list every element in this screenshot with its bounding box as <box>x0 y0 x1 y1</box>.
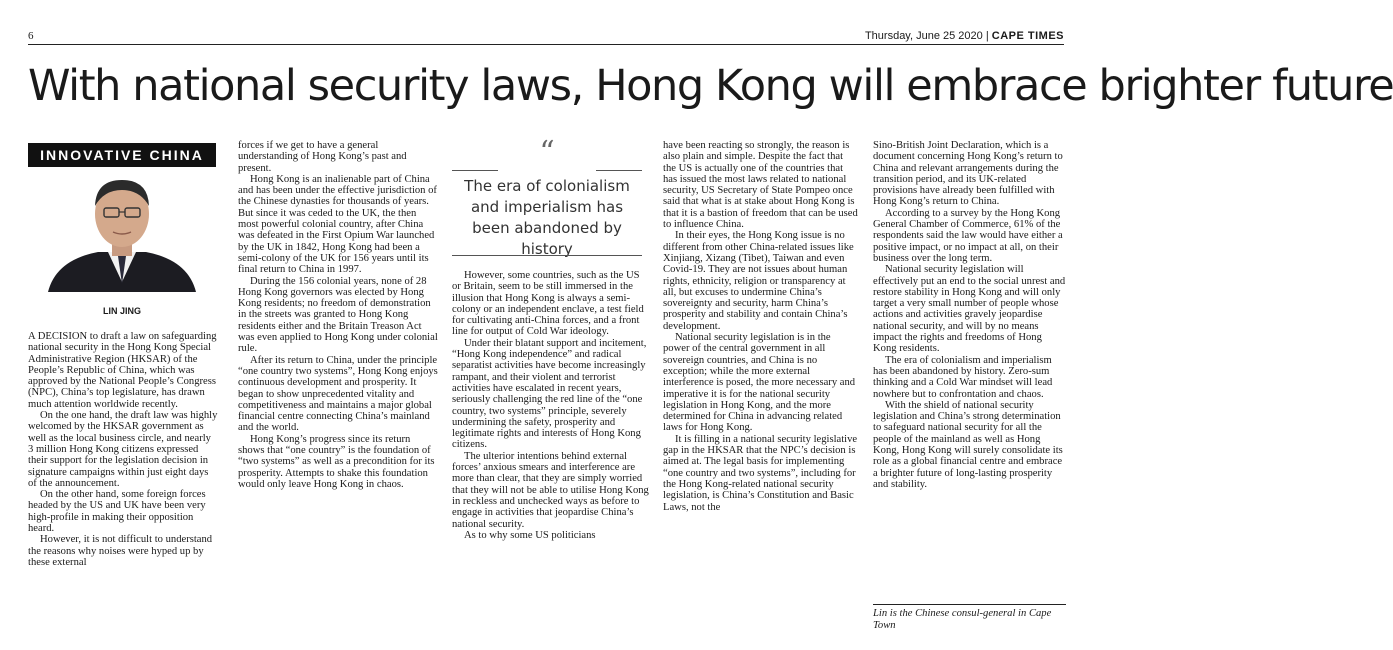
pull-quote-rule-left <box>452 170 498 171</box>
paragraph: It is filling in a national security legislative gap in the HKSAR that the NPC’s decision is aimed at. The legal basis for implementing “one country and two systems”, including for the Hong Kong-related national security legislation, is China’s Constitution and Basic Laws, not the <box>663 433 858 513</box>
paragraph: Under their blatant support and incitement, “Hong Kong independence” and radical separatist activities have become increasingly rampant, and their violent and terrorist activities have escalated in recent years, seriously challenging the red line of the “one country, two systems” principle, severely undermining the safety, prosperity and legitimate rights and interests of Hong Kong citizens. <box>452 337 647 451</box>
pull-quote-rule-bottom <box>452 255 642 256</box>
author-byline: LIN JING <box>102 306 141 316</box>
paragraph: National security legislation will effectively put an end to the social unrest and restore stability in Hong Kong and will only target a very small number of people whose actions and activities gravely jeopardise national security, and will by no means impact the rights and freedoms of Hong Kong residents. <box>873 264 1066 355</box>
article-column-2 <box>238 140 438 490</box>
article-column-4 <box>663 140 858 513</box>
pull-quote <box>452 135 642 258</box>
quote-marks-icon: “ <box>539 135 555 170</box>
section-label: INNOVATIVE CHINA <box>28 143 216 167</box>
paragraph: With the shield of national security legislation and China’s strong determination to safeguard national security for all the people of the mainland as well as Hong Kong, Hong Kong will surely consolidate its role as a global financial centre and embrace a brighter future of long-lasting prosperity and stability. <box>873 399 1063 490</box>
paragraph: Hong Kong is an inalienable part of China and has been under the effective jurisdiction of the Chinese dynasties for thousands of years. But since it was ceded to the UK, the then most powerful colonial country, after China was defeated in the First Opium War launched by the UK in 1842, Hong Kong had been a semi-colony of the UK for 156 years until its final return to China in 1997. <box>238 173 437 276</box>
paragraph: The era of colonialism and imperialism has been abandoned by history. Zero-sum thinking and a Cold War mindset will lead nowhere but to confrontation and chaos. <box>873 354 1053 400</box>
masthead <box>865 30 1064 42</box>
paragraph: In their eyes, the Hong Kong issue is no different from other China-related issues like Xinjiang, Xizang (Tibet), Taiwan and even Covid-19. They are not issues about human rights, ethnicity, religion or transparency at all, but excuses to undermine China’s sovereignty and security, harm China’s prosperity and stability and contain China’s development. <box>663 230 854 332</box>
portrait-illustration <box>28 172 216 292</box>
paragraph: According to a survey by the Hong Kong General Chamber of Commerce, 61% of the respondents said the law would have either a positive impact, or no impact at all, on their business over the long term. <box>873 207 1063 264</box>
endnote-rule <box>873 604 1066 605</box>
masthead-separator: | <box>985 30 989 42</box>
paragraph: However, it is not difficult to understand the reasons why noises were hyped up by these external <box>28 534 213 568</box>
page-number: 6 <box>28 30 34 42</box>
article-column-1 <box>28 331 218 568</box>
paragraph: As to why some US politicians <box>464 529 596 541</box>
author-endnote: Lin is the Chinese consul-general in Cape Town <box>873 608 1052 631</box>
pull-quote-rule-right <box>596 170 642 171</box>
pull-quote-text: The era of colonialism and imperialism has been abandoned by history <box>464 177 630 258</box>
paragraph: have been reacting so strongly, the reason is also plain and simple. Despite the fact that the US is actually one of the countries that has issued the most laws related to national security, US Secretary of State Pompeo once said that what is at stake about Hong Kong is that it is a bastion of freedom that can be used to influence China. <box>663 140 858 231</box>
headline: With national security laws, Hong Kong will embrace brighter future <box>28 61 1393 111</box>
paragraph: National security legislation is in the power of the central government in all sovereign countries, and China is no exception; while the more external interference is posed, the more necessary and imperative it is for the national security legislation in Hong Kong, and the more determined for China in advancing related laws for Hong Kong. <box>663 332 856 434</box>
paragraph: Hong Kong’s progress since its return shows that “one country” is the foundation of “two systems” as well as a precondition for its prosperity. Attempts to shake this foundation would only leave Hong Kong in chaos. <box>238 433 435 490</box>
paragraph: After its return to China, under the principle “one country two systems”, Hong Kong enjoys continuous development and prosperity. It began to show unprecedented vitality and competitiveness and maintains a major global financial centre connecting China’s mainland and the world. <box>238 354 438 434</box>
article-column-5 <box>873 140 1068 490</box>
paragraph: Sino-British Joint Declaration, which is a document concerning Hong Kong’s return to China and relevant arrangements during the transition period, and its UK-related provisions have already been fulfilled with Hong Kong’s return to China. <box>873 140 1063 208</box>
paragraph: On the one hand, the draft law was highly welcomed by the HKSAR government as well as the local business circle, and nearly 3 million Hong Kong citizens expressed their support for the legislation decision in signature campaigns within just eight days of the announcement. <box>28 410 218 489</box>
paragraph: During the 156 colonial years, none of 28 Hong Kong governors was elected by Hong Kong residents; no freedom of demonstration in the streets was granted to Hong Kong residents either and the Britain Treason Act was even applied to Hong Kong under colonial rule. <box>238 275 438 355</box>
paragraph: On the other hand, some foreign forces headed by the US and UK have been very high-profile in making their opposition heard. <box>28 489 206 535</box>
paragraph: forces if we get to have a general understanding of Hong Kong’s past and present. <box>238 140 407 174</box>
publication-name: CAPE TIMES <box>991 30 1064 42</box>
author-photo <box>28 172 216 292</box>
paragraph: However, some countries, such as the US or Britain, seem to be still immersed in the illusion that Hong Kong is always a semi-colony or an independent enclave, a test field for cultivating anti-China forces, and a front line for output of Cold War ideology. <box>452 270 644 338</box>
paragraph: A DECISION to draft a law on safeguarding national security in the Hong Kong Special Administrative Region (HKSAR) of the People’s Republic of China, which was approved by the National People’s Congress (NPC), China’s top legislature, has drawn much attention worldwide recently. <box>28 331 217 410</box>
issue-date: Thursday, June 25 2020 <box>864 30 983 42</box>
top-rule <box>28 44 1064 45</box>
paragraph: The ulterior intentions behind external forces’ anxious smears and interference are more than clear, that they are simply worried that they will not be able to utilise Hong Kong in reckless and unchecked ways as before to engage in activities that jeopardise China’s national security. <box>452 450 649 530</box>
article-column-3 <box>452 270 650 541</box>
